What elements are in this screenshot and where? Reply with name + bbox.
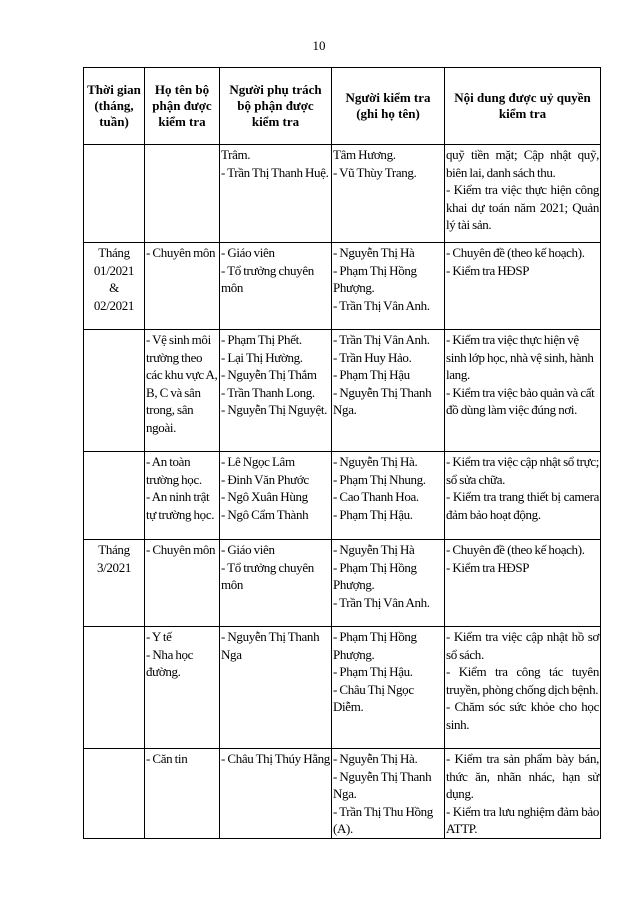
cell-content: quỹ tiền mặt; Cập nhật quỹ, biên lai, danh sách thu. - Kiểm tra việc thực hiện công khai dự toán năm 2021; Quản lý tài sản. [445,145,601,243]
cell-time [84,749,145,839]
cell-time: Tháng 3/2021 [84,540,145,627]
table-row [84,330,601,452]
cell-time: Tháng 01/2021 & 02/2021 [84,243,145,330]
cell-content: - Kiểm tra việc cập nhật sổ trực; sổ sửa chữa. - Kiểm tra trang thiết bị camera đảm bảo hoạt động. [445,452,601,540]
cell-owner: - Giáo viên - Tổ trưởng chuyên môn [220,243,332,330]
cell-owner: - Lê Ngọc Lâm - Đinh Văn Phước - Ngô Xuân Hùng - Ngô Cẩm Thành [220,452,332,540]
cell-content: - Chuyên đề (theo kế hoạch). - Kiểm tra HĐSP [445,243,601,330]
cell-time [84,452,145,540]
cell-department: - Y tế - Nha học đường. [145,627,220,749]
cell-owner: Trâm. - Trần Thị Thanh Huệ. [220,145,332,243]
table-row [84,627,601,749]
table-row [84,452,601,540]
cell-department: - Căn tin [145,749,220,839]
cell-time [84,627,145,749]
cell-content: - Kiểm tra việc thực hiện vệ sinh lớp học, nhà vệ sinh, hành lang. - Kiểm tra việc bảo quản và cất đồ dùng làm việc đúng nơi. [445,330,601,452]
cell-owner: - Nguyễn Thị Thanh Nga [220,627,332,749]
cell-owner: - Giáo viên - Tổ trưởng chuyên môn [220,540,332,627]
cell-content: - Chuyên đề (theo kế hoạch). - Kiểm tra HĐSP [445,540,601,627]
inspection-plan-table [83,67,601,839]
table-header-row [84,68,601,145]
header-time: Thời gian (tháng, tuần) [84,68,145,145]
cell-checker: - Nguyễn Thị Hà - Phạm Thị Hồng Phượng. - Trần Thị Vân Anh. [332,243,445,330]
page-number: 10 [312,38,326,53]
table-row [84,243,601,330]
cell-checker: - Phạm Thị Hồng Phượng. - Phạm Thị Hậu. - Châu Thị Ngọc Diễm. [332,627,445,749]
header-checker: Người kiểm tra (ghi họ tên) [332,68,445,145]
header-department: Họ tên bộ phận được kiểm tra [145,68,220,145]
cell-checker: - Nguyễn Thị Hà - Phạm Thị Hồng Phượng. - Trần Thị Vân Anh. [332,540,445,627]
cell-owner: - Phạm Thị Phết. - Lại Thị Hường. - Nguyễn Thị Thắm - Trần Thanh Long. - Nguyễn Thị Nguyệt. [220,330,332,452]
cell-checker: Tâm Hương. - Vũ Thùy Trang. [332,145,445,243]
header-owner: Người phụ trách bộ phận được kiểm tra [220,68,332,145]
cell-checker: - Nguyễn Thị Hà. - Phạm Thị Nhung. - Cao Thanh Hoa. - Phạm Thị Hậu. [332,452,445,540]
cell-owner: - Châu Thị Thúy Hằng [220,749,332,839]
cell-department: - Chuyên môn [145,243,220,330]
table-row [84,749,601,839]
cell-time [84,145,145,243]
cell-department: - An toàn trường học. - An ninh trật tự trường học. [145,452,220,540]
cell-department [145,145,220,243]
cell-time [84,330,145,452]
cell-content: - Kiểm tra sản phẩm bày bán, thức ăn, nhãn nhác, hạn sử dụng. - Kiểm tra lưu nghiệm đảm bảo ATTP. [445,749,601,839]
cell-checker: - Trần Thị Vân Anh. - Trần Huy Hảo. - Phạm Thị Hậu - Nguyễn Thị Thanh Nga. [332,330,445,452]
table-row [84,540,601,627]
header-content: Nội dung được uỷ quyền kiểm tra [445,68,601,145]
table-row [84,145,601,243]
cell-department: - Chuyên môn [145,540,220,627]
cell-content: - Kiểm tra việc cập nhật hồ sơ sổ sách. - Kiểm tra công tác tuyên truyền, phòng chống dịch bệnh. - Chăm sóc sức khỏe cho học sinh. [445,627,601,749]
cell-checker: - Nguyễn Thị Hà. - Nguyễn Thị Thanh Nga. - Trần Thị Thu Hồng (A). [332,749,445,839]
cell-department: - Vệ sinh môi trường theo các khu vực A, B, C và sân trong, sân ngoài. [145,330,220,452]
